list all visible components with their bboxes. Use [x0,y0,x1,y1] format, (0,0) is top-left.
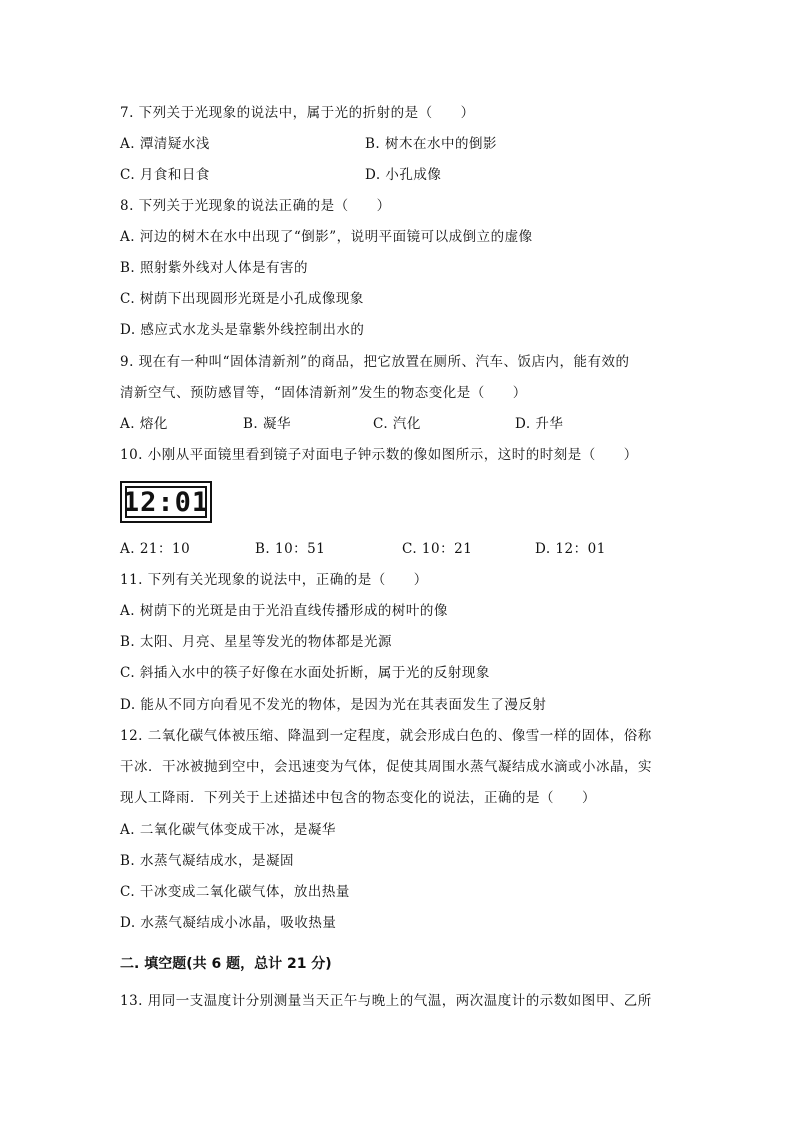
q11-stem: 11. 下列有关光现象的说法中，正确的是（ ） [120,572,428,588]
q9-option-d: D. 升华 [515,416,564,432]
q12-option-c: C. 干冰变成二氧化碳气体，放出热量 [120,884,350,900]
q10-option-a: A. 21：10 [120,541,191,557]
q11-option-c: C. 斜插入水中的筷子好像在水面处折断，属于光的反射现象 [120,665,490,681]
q10-option-b: B. 10：51 [255,541,326,557]
q11-option-a: A. 树荫下的光斑是由于光沿直线传播形成的树叶的像 [120,603,448,619]
clock-display: 12:01 [122,486,210,518]
q12-option-a: A. 二氧化碳气体变成干冰，是凝华 [120,822,336,838]
q12-stem-line-2: 干冰．干冰被抛到空中，会迅速变为气体，促使其周围水蒸气凝结成水滴或小冰晶，实 [120,759,652,775]
q8-option-b: B. 照射紫外线对人体是有害的 [120,260,309,276]
q7-option-b: B. 树木在水中的倒影 [365,136,498,152]
clock-face [122,486,210,518]
q8-stem: 8. 下列关于光现象的说法正确的是（ ） [120,198,391,214]
q7-option-d: D. 小孔成像 [365,167,442,183]
q9-option-b: B. 凝华 [243,416,292,432]
q11-option-b: B. 太阳、月亮、星星等发光的物体都是光源 [120,634,393,650]
q8-option-c: C. 树荫下出现圆形光斑是小孔成像现象 [120,291,364,307]
q13-stem-line-1: 13. 用同一支温度计分别测量当天正午与晚上的气温，两次温度计的示数如图甲、乙所 [120,993,652,1009]
q12-stem-line-1: 12. 二氧化碳气体被压缩、降温到一定程度，就会形成白色的、像雪一样的固体，俗称 [120,728,652,744]
q9-stem-line-1: 9. 现在有一种叫“固体清新剂”的商品，把它放置在厕所、汽车、饭店内，能有效的 [120,354,630,370]
q12-option-d: D. 水蒸气凝结成小冰晶，吸收热量 [120,915,337,931]
section-heading-fill-in: 二. 填空题(共 6 题，总计 21 分) [120,956,332,972]
q10-option-d: D. 12：01 [535,541,606,557]
q7-stem: 7. 下列关于光现象的说法中，属于光的折射的是（ ） [120,105,475,121]
mirror-clock-figure [120,481,212,523]
q9-option-a: A. 熔化 [120,416,168,432]
q8-option-a: A. 河边的树木在水中出现了“倒影”，说明平面镜可以成倒立的虚像 [120,229,533,245]
q8-option-d: D. 感应式水龙头是靠紫外线控制出水的 [120,322,365,338]
q12-stem-line-3: 现人工降雨．下列关于上述描述中包含的物态变化的说法，正确的是（ ） [120,790,596,806]
q10-stem: 10. 小刚从平面镜里看到镜子对面电子钟示数的像如图所示，这时的时刻是（ ） [120,447,638,463]
q10-option-c: C. 10：21 [402,541,473,557]
q9-stem-line-2: 清新空气、预防感冒等，“固体清新剂”发生的物态变化是（ ） [120,385,527,401]
q9-option-c: C. 汽化 [373,416,421,432]
q12-option-b: B. 水蒸气凝结成水，是凝固 [120,853,295,869]
q7-option-a: A. 潭清疑水浅 [120,136,210,152]
q7-option-c: C. 月食和日食 [120,167,210,183]
q11-option-d: D. 能从不同方向看见不发光的物体，是因为光在其表面发生了漫反射 [120,697,547,713]
